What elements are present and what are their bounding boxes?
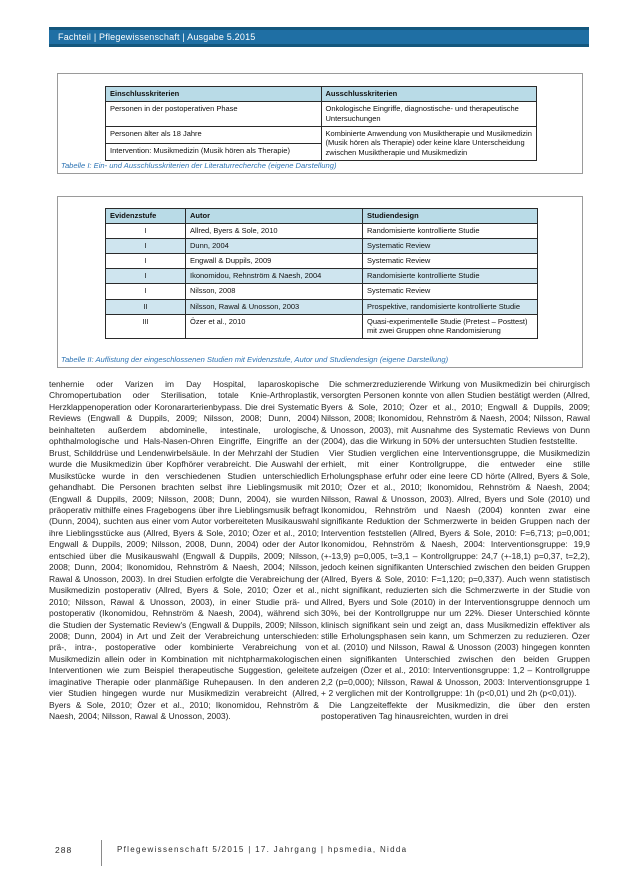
table-cell: Systematic Review: [363, 254, 538, 269]
table-cell: Randomisierte kontrollierte Studie: [363, 269, 538, 284]
table-cell: I: [106, 254, 186, 269]
inclusion-exclusion-table: [105, 86, 537, 161]
table-row: [106, 102, 537, 127]
table-header-cell: Autor: [186, 209, 363, 224]
footer-journal-info: Pflegewissenschaft 5/2015 | 17. Jahrgang | hpsmedia, Nidda: [117, 845, 408, 854]
page-number: 288: [55, 845, 73, 855]
body-paragraph: Vier Studien verglichen eine Interventionsgruppe, die Musikmedizin erhielt, mit einer Kontrollgruppe, die entweder eine stille Erholungsphase erfuhr oder eine leere CD hörte (Allred, Byers & Sole, 2010; Özer et al., 2010; Ikonomidou, Rehnström & Naesh, 2004; Nilsson, Rawal & Unosson, 2003). Allred, Byers und Sole (2010) und Ikonomidou, Rehnström und Naesh (2004) konnten zwar eine signifikante Reduktion der Schmerzwerte in beiden Gruppen nach der Intervention feststellen (Allred, Byers & Sole, 2010: F=6,713; p=0,001; Ikonomidou, Rehnström & Naesh, 2004: Interventionsgruppe: 19,9 (+-13,9) p=0,005, t=3,1 – Kontrollgruppe: 24,7 (+-18,1) p=0,37, t=2,2), jedoch keinen signifikanten Unterschied zwischen den beiden Gruppen (Allred, Byers & Sole, 2010: F=1,120; p=0,337). Auch wenn statistisch nicht signifikant, reduzierten sich die Schmerzwerte in der Studie von Allred, Byers und Sole (2010) in der Interventionsgruppe dennoch um 30%, bei der Kontrollgruppe nur um 22%. Dieser Unterschied könnte klinisch signifikant sein und zeigt an, dass Musikmedizin effektiver als stille Erholungsphasen sein kann, um Schmerzen zu reduzieren. Özer et al. (2010) und Nilsson, Rawal & Unosson (2003) hingegen konnten einen signifikanten Unterschied zwischen den beiden Gruppen aufzeigen (Özer et al., 2010: Interventionsgruppe: 1,2 – Kontrollgruppe 2,2 (p=0,000); Nilsson, Rawal & Unosson, 2003: Interventionsgruppe 1 + 2 verglichen mit der Kontrollgruppe: 1h (p<0,01) und 2h (p<0,01)).: [321, 447, 590, 699]
table-row: [106, 224, 538, 239]
evidence-table: [105, 208, 538, 339]
table-cell: I: [106, 224, 186, 239]
table-cell: Systematic Review: [363, 284, 538, 299]
table-row: [106, 126, 537, 143]
table2-block: [57, 196, 583, 368]
table-row: [106, 314, 538, 339]
journal-header-bar: [49, 27, 589, 47]
table-cell: I: [106, 239, 186, 254]
body-column-left: [49, 379, 319, 723]
table-header-row: [106, 209, 538, 224]
table-header-cell: Evidenzstufe: [106, 209, 186, 224]
body-paragraph: Die Langzeiteffekte der Musikmedizin, die über den ersten postoperativen Tag hinausreichten, wurden in drei: [321, 699, 590, 722]
table-row: [106, 269, 538, 284]
table-cell: Personen in der postoperativen Phase: [106, 102, 322, 127]
table-cell: Engwall & Duppils, 2009: [186, 254, 363, 269]
table1-block: [57, 73, 583, 174]
table-cell: II: [106, 299, 186, 314]
table-cell: Quasi-experimentelle Studie (Pretest – Posttest) mit zwei Gruppen ohne Randomisierung: [363, 314, 538, 339]
body-paragraph: Die schmerzreduzierende Wirkung von Musikmedizin bei chirurgisch versorgten Personen konnte von allen Studien bestätigt werden (Allred, Byers & Sole, 2010; Özer et al., 2010; Engwall & Duppils, 2009; Nilsson, 2008; Ikonomidou, Rehnström & Naesh, 2004; Nilsson, Rawal & Unosson, 2003), mit Ausnahme des Systematic Reviews von Dunn (2004), das die Wirkung in 50% der untersuchten Studien feststellte.: [321, 379, 590, 447]
body-column-right: [321, 379, 590, 723]
table-row: [106, 299, 538, 314]
body-paragraph: tenhernie oder Varizen im Day Hospital, laparoskopische Chromopertubation oder Sterilisation, totale Knie-Arthroplastik, Herzklappenoperation oder Koronararterienbypass. Die drei Systematic Reviews (Engwall & Duppils, 2009; Nilsson, 2008; Dunn, 2004) beinhalteten außerdem abdominelle, intestinale, urologische, ophthalmologische und Hals-Nasen-Ohren Eingriffe, Eingriffe an der Brust, Schilddrüse und Lendenwirbelsäule. In der Mehrzahl der Studien wurde die Musikmedizin über Kopfhörer verabreicht. Die Auswahl der Musikstücke wurde in den verschiedenen Studien unterschiedlich gehandhabt. Die Personen brachten selbst ihre Lieblingsmusik mit (Engwall & Duppils, 2009; Nilsson, 2008; Dunn, 2004), sie wurden präoperativ mithilfe eines Fragebogens über ihre Lieblingsmusik befragt (Dunn, 2004), suchten aus einer vom Autor vorbereiteten Musikauswahl ihre Lieblingsstücke aus (Allred, Byers & Sole, 2010; Özer et al., 2010; Engwall & Duppils, 2009; Nilsson, 2008, Dunn, 2004) oder der Autor entschied über die Musikauswahl (Engwall & Duppils, 2009; Nilsson, 2008; Dunn, 2004; Ikonomidou, Rehnström & Naesh, 2004; Nilsson, Rawal & Unosson, 2003). In drei Studien erfolgte die Verabreichung der Musikmedizin postoperativ (Allred, Byers & Sole, 2010; Özer et al., 2010; Nilsson, Rawal & Unosson, 2003), in einer Studie prä- und postoperativ (Ikonomidou, Rehnström & Naesh, 2004), während sich die Studien der Systematic Review's (Engwall & Duppils, 2009; Nilsson, 2008; Dunn, 2004) in Art und Zeit der Verabreichung unterschieden: prä-, intra-, postoperative oder kombinierte Verabreichung von Musikmedizin allein oder in Kombination mit nichtpharmakologischen Interventionen wie zum Beispiel therapeutische Suggestion, geleitete imaginative Therapie oder planmäßige Ruhepausen. In den anderen vier Studien hingegen wurde nur Musikmedizin verabreicht (Allred, Byers & Sole, 2010; Özer et al., 2010; Ikonomidou, Rehnström & Naesh, 2004; Nilsson, Rawal & Unosson, 2003).: [49, 379, 319, 722]
table-cell: Dunn, 2004: [186, 239, 363, 254]
table-cell: Ikonomidou, Rehnström & Naesh, 2004: [186, 269, 363, 284]
table-row: [106, 239, 538, 254]
table2-caption: Tabelle II: Auflistung der eingeschlossenen Studien mit Evidenzstufe, Autor und Studiendesign (eigene Darstellung): [61, 355, 449, 364]
table-row: [106, 284, 538, 299]
table-header-row: [106, 87, 537, 102]
journal-header-title: Fachteil | Pflegewissenschaft | Ausgabe 5.2015: [58, 32, 256, 42]
table-cell: III: [106, 314, 186, 339]
table-row: [106, 254, 538, 269]
table-header-cell: Einschlusskriterien: [106, 87, 322, 102]
table1-caption: Tabelle I: Ein- und Ausschlusskriterien der Literaturrecherche (eigene Darstellung): [61, 161, 337, 170]
table-cell: Özer et al., 2010: [186, 314, 363, 339]
table-cell: Nilsson, 2008: [186, 284, 363, 299]
table-cell: Onkologische Eingriffe, diagnostische- und therapeutische Untersuchungen: [321, 102, 537, 127]
table-cell: Intervention: Musikmedizin (Musik hören als Therapie): [106, 143, 322, 160]
footer-divider: [101, 840, 102, 866]
table-cell: Nilsson, Rawal & Unosson, 2003: [186, 299, 363, 314]
table-cell: Kombinierte Anwendung von Musiktherapie und Musikmedizin (Musik hören als Therapie) oder keine klare Unterscheidung zwischen Musiktherapie und Musikmedizin: [321, 126, 537, 160]
table-header-cell: Studiendesign: [363, 209, 538, 224]
table-cell: Personen älter als 18 Jahre: [106, 126, 322, 143]
table-cell: Systematic Review: [363, 239, 538, 254]
table-cell: Allred, Byers & Sole, 2010: [186, 224, 363, 239]
table-header-cell: Ausschlusskriterien: [321, 87, 537, 102]
table-cell: I: [106, 269, 186, 284]
table-cell: Randomisierte kontrollierte Studie: [363, 224, 538, 239]
table-cell: Prospektive, randomisierte kontrollierte Studie: [363, 299, 538, 314]
table-cell: I: [106, 284, 186, 299]
